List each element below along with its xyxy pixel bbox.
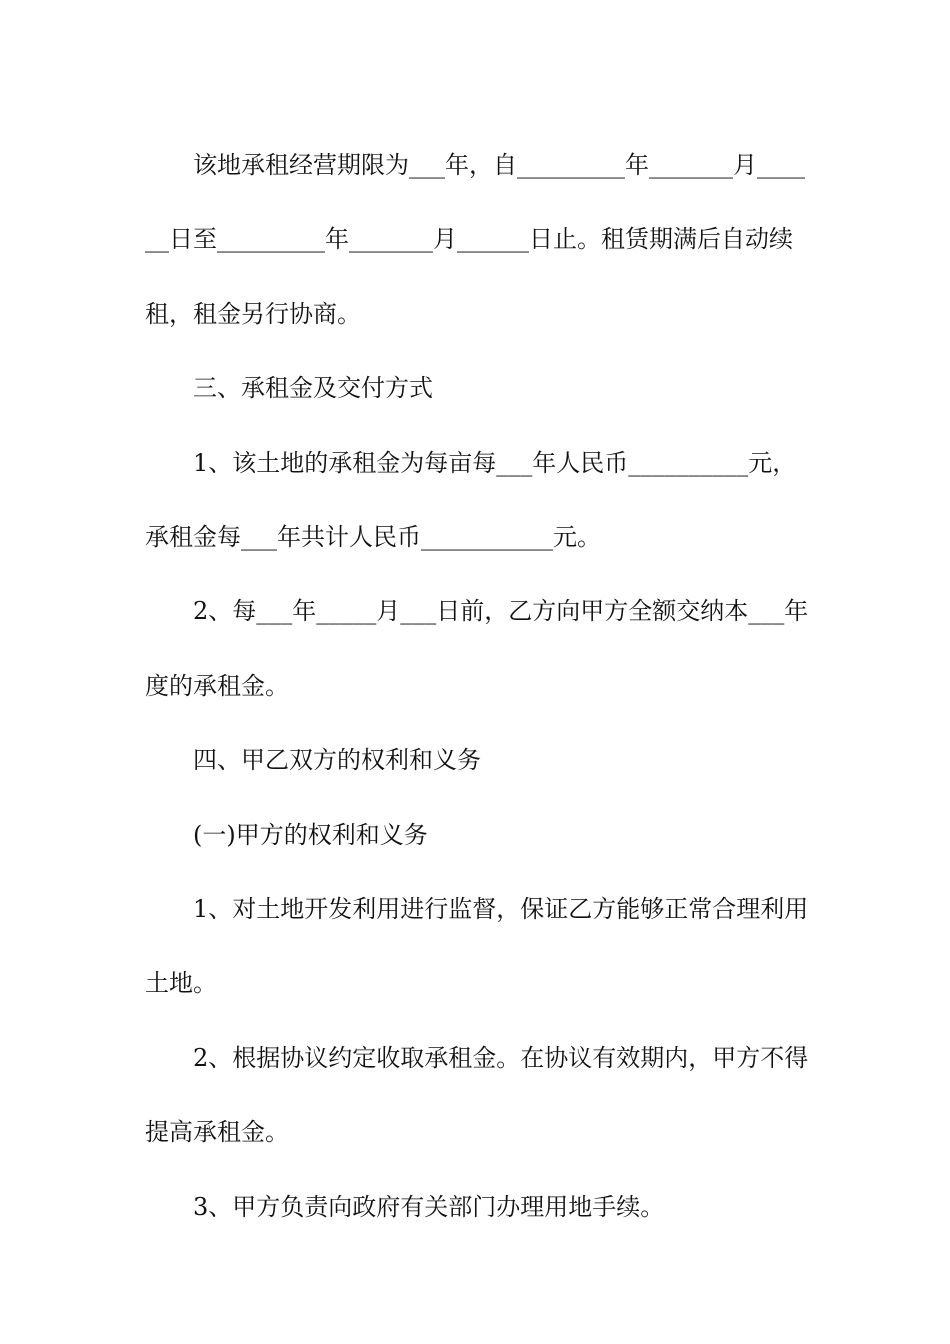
document-body <box>145 128 810 1244</box>
lease-term-line-3: 租，租金另行协商。 <box>145 299 361 328</box>
rent-clause-2-line-1: 2、每___年_____月___日前，乙方向甲方全额交纳本___年 <box>193 597 809 626</box>
party-a-clause-2-line-1: 2、根据协议约定收取承租金。在协议有效期内，甲方不得 <box>193 1043 809 1072</box>
party-a-clause-1-line-1: 1、对土地开发利用进行监督，保证乙方能够正常合理利用 <box>193 895 809 924</box>
lease-term-line-1: 该地承租经营期限为___年，自_________年_______月____ <box>193 151 805 179</box>
party-a-clause-2-line-2: 提高承租金。 <box>145 1118 289 1147</box>
subsection-heading-party-a: (一)甲方的权利和义务 <box>193 820 428 849</box>
rent-clause-1-line-1: 1、该土地的承租金为每亩每___年人民币__________元， <box>193 448 797 477</box>
rent-clause-2-line-2: 度的承租金。 <box>145 671 289 700</box>
rent-clause-1-line-2: 承租金每___年共计人民币___________元。 <box>145 523 601 552</box>
section-heading-rights: 四、甲乙双方的权利和义务 <box>193 746 481 775</box>
section-heading-rent: 三、承租金及交付方式 <box>193 374 433 403</box>
party-a-clause-3: 3、甲方负责向政府有关部门办理用地手续。 <box>193 1192 665 1221</box>
party-a-clause-1-line-2: 土地。 <box>145 969 217 998</box>
lease-term-line-2: __日至_________年_______月______日止。租赁期满后自动续 <box>145 225 793 254</box>
